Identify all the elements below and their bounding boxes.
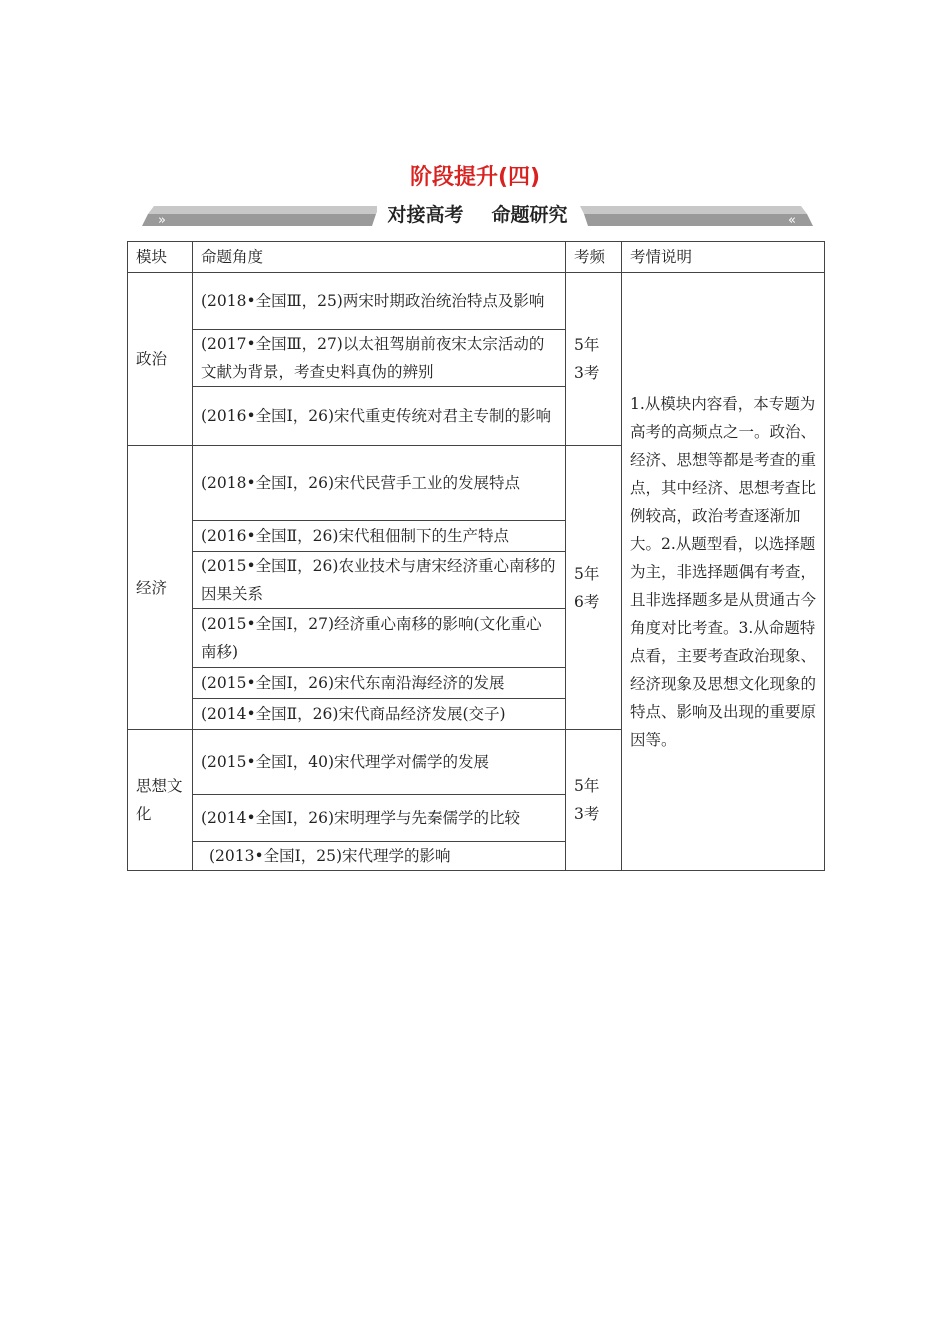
banner-left-text: 对接高考	[387, 204, 464, 226]
topic-cell: (2015•全国Ⅰ，40)宋代理学对儒学的发展	[193, 730, 566, 795]
topic-cell: (2018•全国Ⅰ，26)宋代民营手工业的发展特点	[193, 446, 566, 521]
frequency-count: 3考	[574, 805, 600, 823]
banner-right-text: 命题研究	[491, 204, 568, 226]
frequency-count: 3考	[574, 364, 600, 382]
module-cell: 政治	[128, 273, 193, 446]
table-header-row	[128, 242, 825, 273]
topic-cell: (2016•全国Ⅱ，26)宋代租佃制下的生产特点	[193, 521, 566, 552]
header-frequency: 考频	[566, 242, 622, 273]
topic-cell: (2017•全国Ⅲ，27)以太祖驾崩前夜宋太宗活动的文献为背景，考查史料真伪的辨别	[193, 330, 566, 387]
frequency-cell	[566, 730, 622, 871]
section-banner	[140, 198, 815, 232]
topic-cell: (2013•全国Ⅰ，25)宋代理学的影响	[193, 842, 566, 871]
svg-text:»: »	[158, 213, 166, 228]
header-topic: 命题角度	[193, 242, 566, 273]
exam-analysis-table	[127, 241, 825, 871]
page-title: 阶段提升(四)	[409, 165, 541, 190]
frequency-years: 5年	[574, 777, 600, 795]
frequency-cell	[566, 273, 622, 446]
topic-cell: (2016•全国Ⅰ，26)宋代重吏传统对君主专制的影响	[193, 387, 566, 446]
table-row	[128, 273, 825, 330]
module-cell: 思想文化	[128, 730, 193, 871]
header-module: 模块	[128, 242, 193, 273]
description-cell: 1.从模块内容看，本专题为高考的高频点之一。政治、经济、思想等都是考查的重点，其中经济、思想考查比例较高，政治考查逐渐加大。2.从题型看，以选择题为主，非选择题偶有考查，且非选择题多是从贯通古今角度对比考查。3.从命题特点看，主要考查政治现象、经济现象及思想文化现象的特点、影响及出现的重要原因等。	[622, 273, 825, 871]
svg-text:«: «	[788, 213, 796, 228]
topic-cell: (2015•全国Ⅰ，27)经济重心南移的影响(文化重心南移)	[193, 609, 566, 668]
topic-cell: (2018•全国Ⅲ，25)两宋时期政治统治特点及影响	[193, 273, 566, 330]
topic-cell: (2014•全国Ⅰ，26)宋明理学与先秦儒学的比较	[193, 795, 566, 842]
frequency-count: 6考	[574, 592, 600, 611]
frequency-years: 5年	[574, 336, 600, 354]
topic-cell: (2015•全国Ⅱ，26)农业技术与唐宋经济重心南移的因果关系	[193, 552, 566, 609]
frequency-cell	[566, 446, 622, 730]
topic-cell: (2014•全国Ⅱ，26)宋代商品经济发展(交子)	[193, 699, 566, 730]
header-description: 考情说明	[622, 242, 825, 273]
frequency-years: 5年	[574, 564, 600, 583]
module-cell: 经济	[128, 446, 193, 730]
topic-cell: (2015•全国Ⅰ，26)宋代东南沿海经济的发展	[193, 668, 566, 699]
